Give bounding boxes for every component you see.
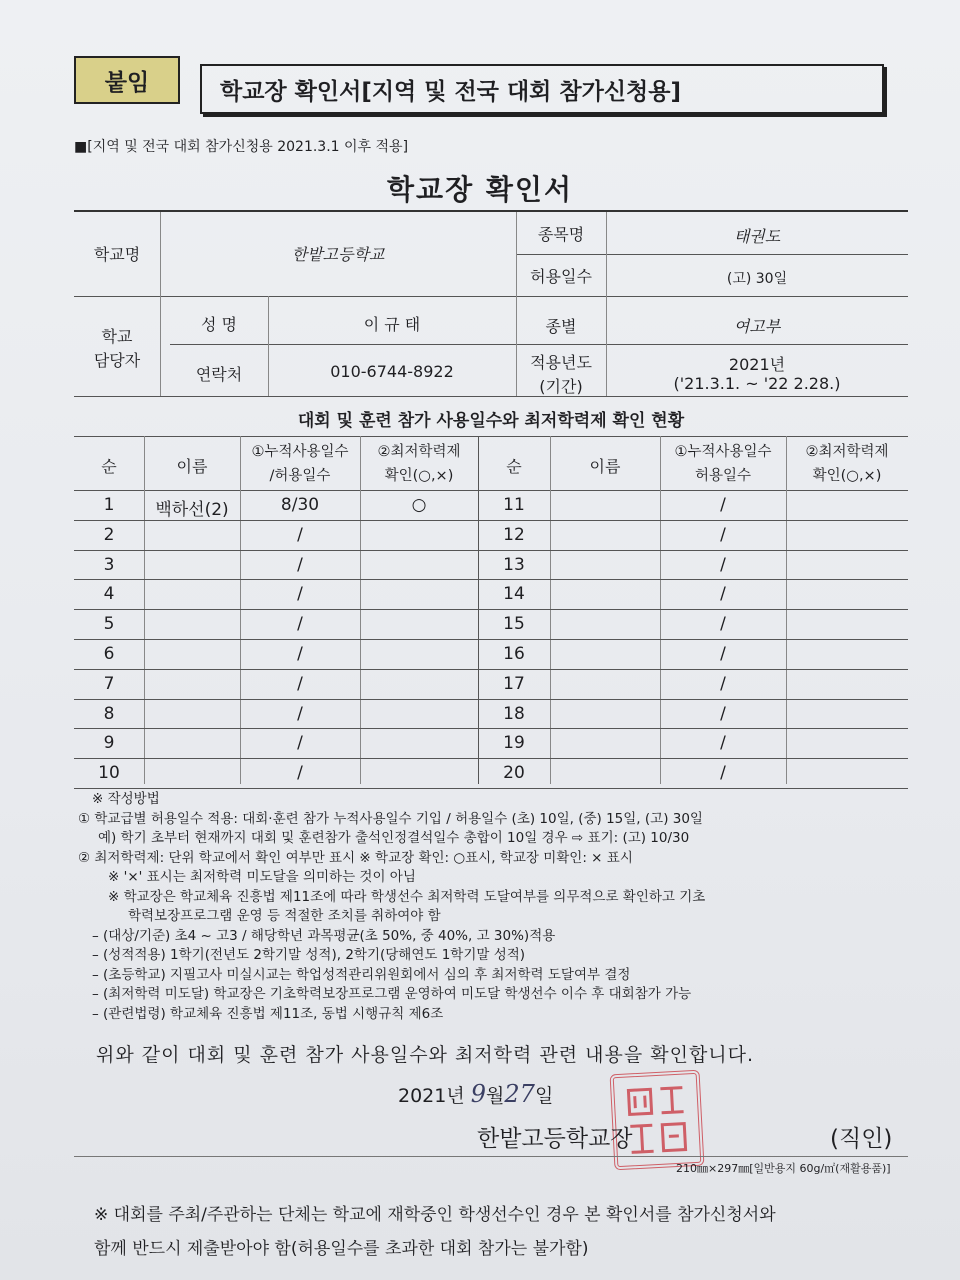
row-no-right: 16 <box>503 644 525 664</box>
header-no-right: 순 <box>506 457 522 476</box>
row-no: 5 <box>103 614 115 634</box>
contact-label: 연락처 <box>195 365 243 384</box>
table-line <box>478 436 479 784</box>
name-value: 이 규 태 <box>363 315 421 334</box>
name-label: 성 명 <box>201 315 237 334</box>
row-days: / <box>297 525 303 545</box>
table-line <box>74 520 908 521</box>
row-no: 7 <box>103 674 115 694</box>
table-line <box>74 639 908 640</box>
year-value-line2: ('21.3.1. ~ '22 2.28.) <box>673 374 841 393</box>
table-line <box>516 254 908 255</box>
row-days-right: / <box>720 495 726 515</box>
guide-line: ※ 학교장은 학교체육 진흥법 제11조에 따라 학생선수 최저학력 도달여부를 의무적으로 확인하고 기초 <box>108 888 706 905</box>
row-no-right: 15 <box>503 614 525 634</box>
guide-title: ※ 작성방법 <box>92 791 160 807</box>
year-value-line1: 2021년 <box>728 355 786 374</box>
row-no: 10 <box>98 763 120 783</box>
paper-spec: 210㎜×297㎜[일반용지 60g/㎡(재활용품)] <box>676 1162 891 1175</box>
header-name: 이름 <box>176 457 208 476</box>
confirmation-text: 위와 같이 대회 및 훈련 참가 사용일수와 최저학력 관련 내용을 확인합니다. <box>96 1044 755 1066</box>
row-days: / <box>297 584 303 604</box>
header-title: 학교장 확인서[지역 및 전국 대회 참가신청용] <box>200 64 884 114</box>
header-days-line1: ①누적사용일수 <box>251 444 349 460</box>
row-days-right: / <box>720 614 726 634</box>
manager-label-line1: 학교 <box>101 327 133 346</box>
table-line <box>786 436 787 784</box>
header-no: 순 <box>101 457 117 476</box>
row-days-right: / <box>720 763 726 783</box>
type-label: 종별 <box>545 317 577 336</box>
school-value: 한밭고등학교 <box>291 245 385 264</box>
header-name-right: 이름 <box>589 457 621 476</box>
row-days: / <box>297 674 303 694</box>
year-label-line1: 적용년도 <box>530 353 592 372</box>
row-days-right: / <box>720 525 726 545</box>
date-year: 2021년 <box>398 1085 465 1107</box>
row-days: / <box>297 733 303 753</box>
table-line <box>74 436 908 437</box>
row-no-right: 12 <box>503 525 525 545</box>
allowed-days-label: 허용일수 <box>530 267 592 286</box>
row-no-right: 13 <box>503 555 525 575</box>
row-no-right: 11 <box>503 495 525 515</box>
allowed-days-value: (고) 30일 <box>726 271 788 287</box>
table-line <box>170 344 908 345</box>
guide-line: – (대상/기준) 초4 ~ 고3 / 해당학년 과목평균(초 50%, 중 40%, 고 30%)적용 <box>92 927 556 944</box>
table-line <box>74 728 908 729</box>
guide-line: 예) 학기 초부터 현재까지 대회 및 훈련참가 출석인정결석일수 총합이 10일 경우 ⇨ 표기: (고) 10/30 <box>98 830 690 846</box>
row-no: 1 <box>103 495 115 515</box>
row-no: 8 <box>103 704 115 724</box>
row-no-right: 18 <box>503 704 525 724</box>
row-check: ○ <box>411 495 427 515</box>
row-no-right: 19 <box>503 733 525 753</box>
table-line <box>74 669 908 670</box>
row-days: / <box>297 644 303 664</box>
row-days-right: / <box>720 674 726 694</box>
row-days-right: / <box>720 555 726 575</box>
school-head: 한밭고등학교장 <box>477 1126 633 1152</box>
guide-line: ※ '×' 표시는 최저학력 미도달을 의미하는 것이 아님 <box>108 869 416 885</box>
guide-line: – (관련법령) 학교체육 진흥법 제11조, 동법 시행규칙 제6조 <box>92 1005 444 1022</box>
manager-label-line2: 담당자 <box>93 351 141 370</box>
contact-value: 010-6744-8922 <box>330 362 454 381</box>
footer-divider <box>74 1156 908 1157</box>
table-line <box>660 436 661 784</box>
date <box>398 1080 553 1108</box>
table-line <box>74 609 908 610</box>
row-days: / <box>297 614 303 634</box>
table-line <box>74 550 908 551</box>
header-check-line1: ②최저학력제 <box>377 444 461 460</box>
header-days-right-line2: 허용일수 <box>694 468 752 484</box>
row-days: / <box>297 555 303 575</box>
table-line <box>74 699 908 700</box>
attachment-tag: 붙임 <box>74 56 180 104</box>
status-title: 대회 및 훈련 참가 사용일수와 최저학력제 확인 현황 <box>297 411 685 431</box>
document-title: 학교장 확인서 <box>386 173 574 206</box>
table-line <box>240 436 241 784</box>
table-line <box>360 436 361 784</box>
table-line <box>74 296 908 297</box>
table-line <box>74 788 908 789</box>
row-no: 9 <box>103 733 115 753</box>
row-no-right: 17 <box>503 674 525 694</box>
row-days: / <box>297 763 303 783</box>
date-month-unit: 월 <box>486 1085 505 1107</box>
event-value: 태권도 <box>733 227 781 246</box>
row-name: 백하선(2) <box>155 500 229 520</box>
table-line <box>74 758 908 759</box>
guide-line: – (초등학교) 지필고사 미실시교는 학업성적관리위원회에서 심의 후 최저학력 도달여부 결정 <box>92 966 631 983</box>
table-top-border <box>74 210 908 212</box>
guide-line: ② 최저학력제: 단위 학교에서 확인 여부만 표시 ※ 학교장 확인: ○표시, 학교장 미확인: × 표시 <box>78 849 633 866</box>
guide-line: – (성적적용) 1학기(전년도 2학기말 성적), 2학기(당해연도 1학기말 성적) <box>92 947 526 963</box>
school-label: 학교명 <box>93 245 141 264</box>
year-label-line2: (기간) <box>539 377 583 396</box>
row-days: 8/30 <box>280 495 320 515</box>
table-line <box>74 490 908 491</box>
apply-note: ■[지역 및 전국 대회 참가신청용 2021.3.1 이후 적용] <box>74 139 409 155</box>
guide-line: ① 학교급별 허용일수 적용: 대회·훈련 참가 누적사용일수 기입 / 허용일수 (초) 10일, (중) 15일, (고) 30일 <box>78 810 703 827</box>
bottom-note-line1: ※ 대회를 주최/주관하는 단체는 학교에 재학중인 학생선수인 경우 본 확인서를 참가신청서와 <box>94 1205 776 1225</box>
bottom-note <box>94 1198 776 1266</box>
row-no-right: 14 <box>503 584 525 604</box>
table-line <box>268 296 269 396</box>
row-no: 4 <box>103 584 115 604</box>
guide-line: – (최저학력 미도달) 학교장은 기초학력보장프로그램 운영하여 미도달 학생선수 이수 후 대회참가 가능 <box>92 986 692 1002</box>
row-no: 2 <box>103 525 115 545</box>
row-no: 3 <box>103 555 115 575</box>
event-label: 종목명 <box>537 225 585 244</box>
header-days-line2: /허용일수 <box>269 468 331 484</box>
writing-guide <box>78 790 918 1024</box>
row-days-right: / <box>720 704 726 724</box>
date-day: 27 <box>504 1080 535 1108</box>
row-days-right: / <box>720 733 726 753</box>
row-no-right: 20 <box>503 763 525 783</box>
guide-line: 학력보장프로그램 운영 등 적절한 조치를 취하여야 함 <box>128 908 441 924</box>
header-check-right-line2: 확인(○,×) <box>812 468 882 484</box>
date-month: 9 <box>470 1080 487 1108</box>
date-day-unit: 일 <box>534 1085 554 1107</box>
seal-label: (직인) <box>830 1126 893 1152</box>
header-days-right-line1: ①누적사용일수 <box>674 444 772 460</box>
row-days: / <box>297 704 303 724</box>
row-days-right: / <box>720 584 726 604</box>
header-check-line2: 확인(○,×) <box>384 468 454 484</box>
table-line <box>74 396 908 397</box>
table-line <box>160 212 161 396</box>
bottom-note-line2: 함께 반드시 제출받아야 함(허용일수를 초과한 대회 참가는 불가함) <box>94 1239 589 1259</box>
header-check-right-line1: ②최저학력제 <box>805 444 889 460</box>
type-value: 여고부 <box>733 317 781 336</box>
table-line <box>550 436 551 784</box>
table-line <box>74 579 908 580</box>
table-line <box>144 436 145 784</box>
row-no: 6 <box>103 644 115 664</box>
row-days-right: / <box>720 644 726 664</box>
